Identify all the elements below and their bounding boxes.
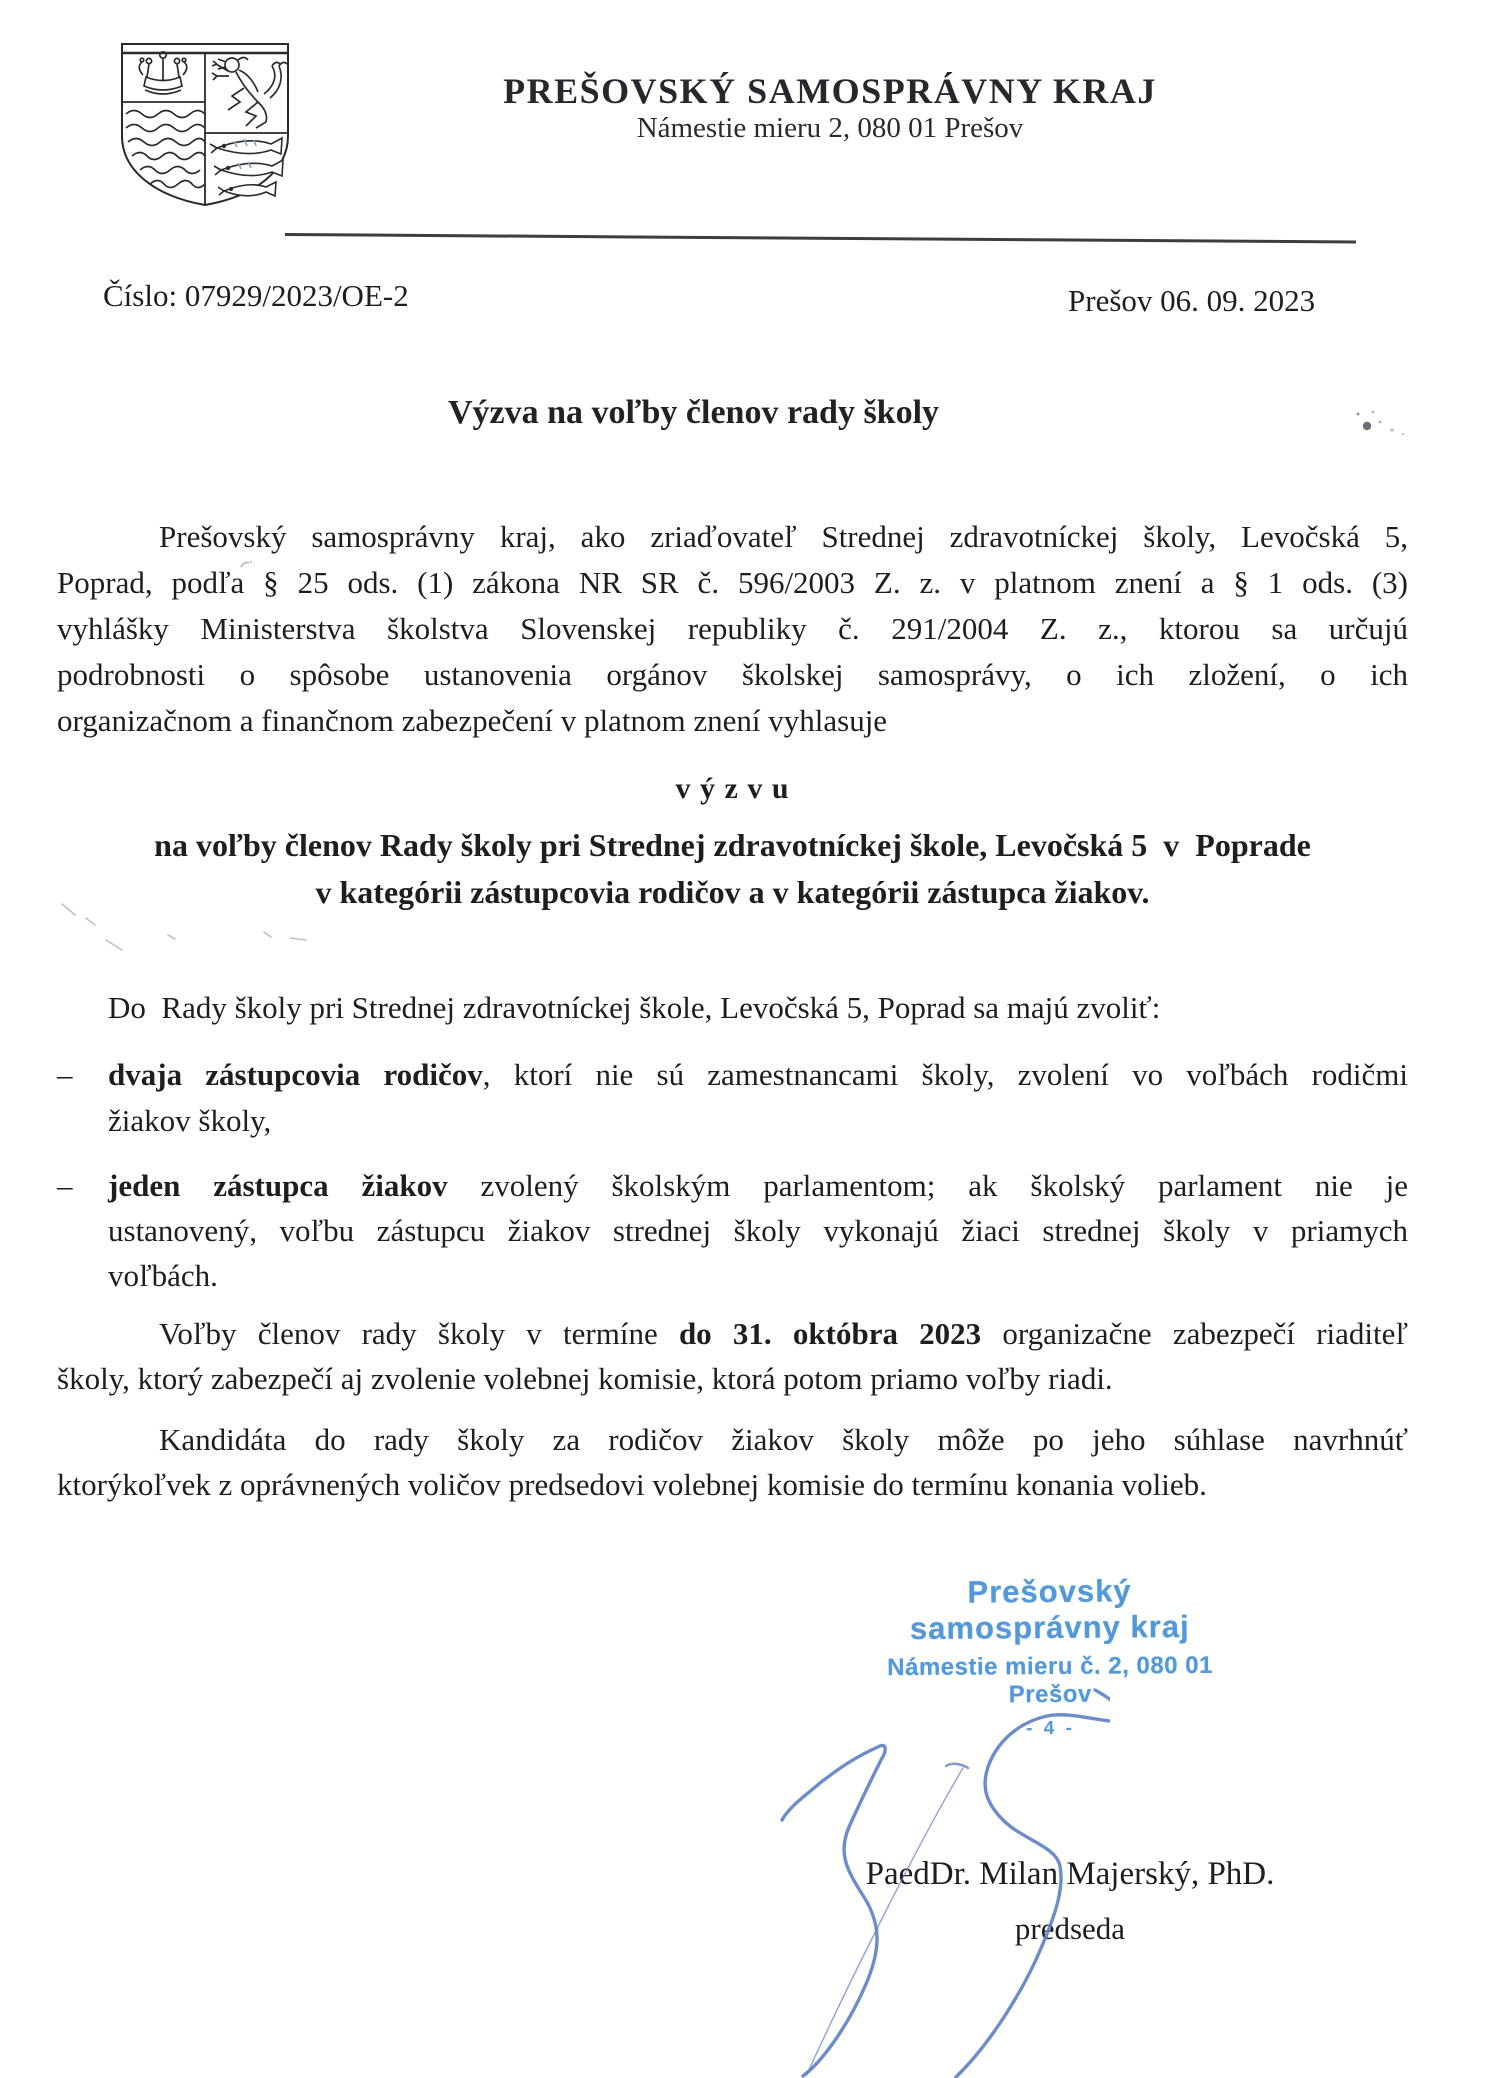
bullet-dash: – [57, 1168, 73, 1203]
paragraph-line: Poprad, podľa § 25 ods. (1) zákona NR SR č. 596/2003 Z. z. v platnom znení a § 1 ods. (3) [57, 565, 1408, 600]
deadline-paragraph [57, 1311, 1408, 1401]
paragraph-line: podrobnosti o spôsobe ustanovenia orgánov školskej samosprávy, o ich zložení, o ich [57, 657, 1408, 692]
proclamation-word: v ý z v u [675, 772, 790, 805]
stamp-address: Námestie mieru č. 2, 080 01 Prešov [887, 1651, 1214, 1709]
heading-line: v kategórii zástupcovia rodičov a v kategórii zástupca žiakov. [315, 874, 1150, 910]
bullet-line: voľbách. [108, 1258, 218, 1293]
stamp-org-name: Prešovský samosprávny kraj [909, 1573, 1190, 1646]
paragraph-line: školy, ktorý zabezpečí aj zvolenie volebnej komisie, ktorá potom priamo voľby riadi. [57, 1361, 1113, 1396]
ink-blot-artifact [1340, 400, 1430, 450]
coat-of-arms-presov-region [116, 40, 294, 210]
bullet-bold-text: jeden zástupca žiakov [108, 1168, 448, 1203]
bullet-text: , ktorí nie sú zamestnancami školy, zvolení vo voľbách rodičmi [482, 1057, 1408, 1092]
bullet-dash: – [57, 1057, 73, 1092]
scan-speck-artifact [238, 556, 256, 572]
org-name: PREŠOVSKÝ SAMOSPRÁVNY KRAJ [503, 71, 1157, 111]
paragraph-line [57, 1311, 1408, 1356]
reference-number: Číslo: 07929/2023/OE-2 [103, 278, 409, 313]
paragraph-text: Voľby členov rady školy v termíne [159, 1316, 679, 1351]
org-address: Námestie mieru 2, 080 01 Prešov [636, 112, 1024, 144]
stamp-number: - 4 - [1026, 1717, 1075, 1740]
paragraph-line: organizačnom a finančnom zabezpečení v platnom znení vyhlasuje [57, 703, 888, 738]
election-intro-line: Do Rady školy pri Strednej zdravotníckej škole, Levočská 5, Poprad sa majú zvoliť: [108, 990, 1161, 1025]
header-divider-rule [285, 233, 1356, 243]
list-item-parents [57, 1052, 1408, 1144]
bullet-line [108, 1052, 1408, 1098]
paragraph-line: Prešovský samosprávny kraj, ako zriaďovateľ Strednej zdravotníckej školy, Levočská 5, [159, 519, 1408, 554]
paragraph-line: Kandidáta do rady školy za rodičov žiakov školy môže po jeho súhlase navrhnúť [159, 1422, 1408, 1457]
bullet-line: ustanovený, voľbu zástupcu žiakov strednej školy vykonajú žiaci strednej školy v priamych [108, 1213, 1408, 1248]
document-title: Výzva na voľby členov rady školy [448, 394, 940, 431]
deadline-date-bold: do 31. októbra 2023 [678, 1316, 982, 1351]
scan-smudge-artifacts [48, 890, 328, 965]
candidate-paragraph [57, 1417, 1408, 1507]
list-item-students [57, 1163, 1408, 1298]
paragraph-line: vyhlášky Ministerstva školstva Slovenskej republiky č. 291/2004 Z. z., ktorou sa určujú [57, 611, 1408, 646]
paragraph-line: ktorýkoľvek z oprávnených voličov predsedovi volebnej komisie do termínu konania volieb. [57, 1467, 1207, 1502]
bullet-line: žiakov školy, [108, 1103, 272, 1138]
signatory-role: predseda [1014, 1911, 1126, 1946]
bullet-text: zvolený školským parlamentom; ak školský parlament nie je [447, 1168, 1408, 1203]
heading-line: na voľby členov Rady školy pri Strednej zdravotníckej škole, Levočská 5 v Poprade [154, 827, 1311, 863]
handwritten-signature [550, 1650, 1110, 2078]
bullet-line [108, 1163, 1408, 1208]
signatory-name: PaedDr. Milan Majerský, PhD. [865, 1856, 1275, 1892]
bullet-bold-text: dvaja zástupcovia rodičov [108, 1057, 483, 1092]
intro-paragraph [57, 514, 1408, 744]
paragraph-text: organizačne zabezpečí riaditeľ [981, 1316, 1408, 1351]
place-and-date: Prešov 06. 09. 2023 [1068, 283, 1316, 318]
